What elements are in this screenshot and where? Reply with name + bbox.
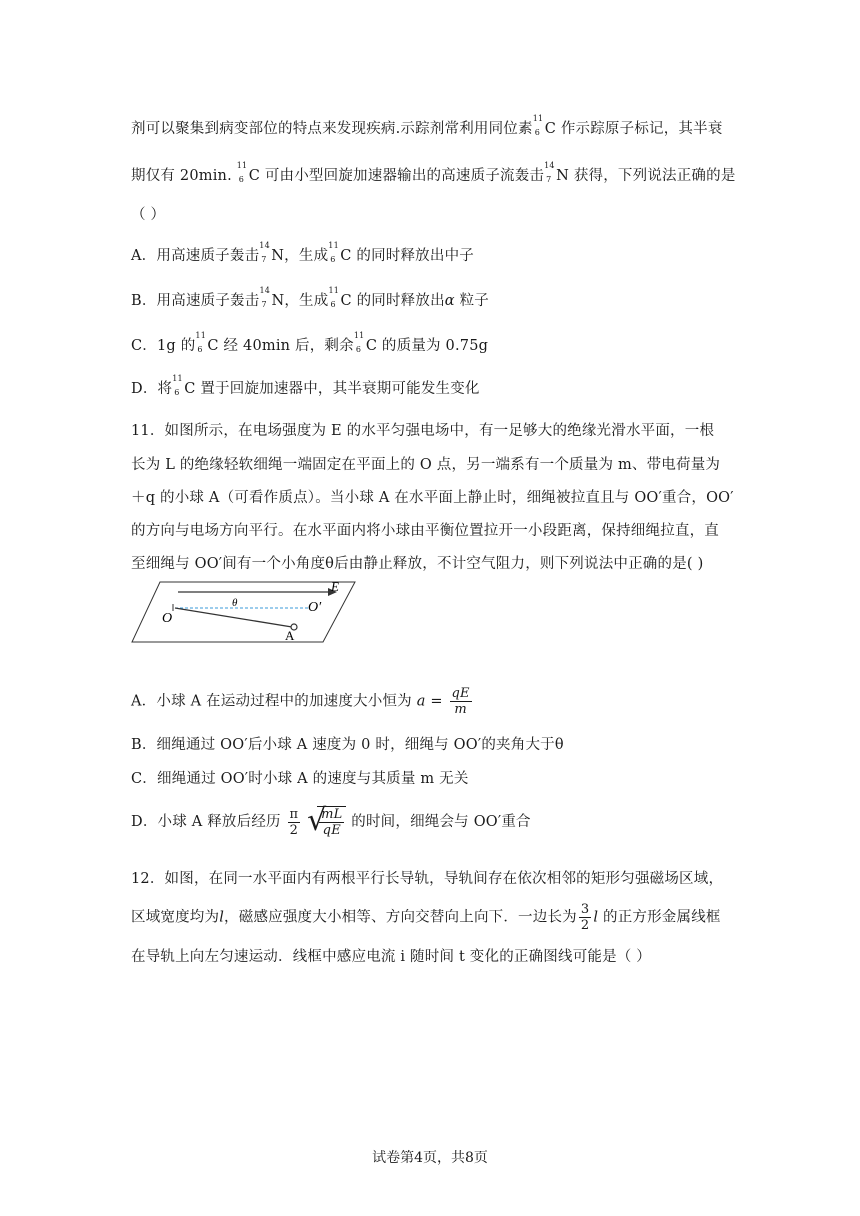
q11-option-a: A．小球 A 在运动过程中的加速度大小恒为 a = $\frac{qE}{m}$ (131, 686, 470, 717)
q10-option-b: B．用高速质子轰击 14 7 N，生成 11 6 C 的同时释放出α 粒子 (131, 286, 489, 309)
label-a: A (285, 628, 295, 643)
q12-stem-line3: 在导轨上向左匀速运动．线框中感应电流 i 随时间 t 变化的正确图线可能是（ ） (131, 949, 652, 965)
q10-answer-blank: （ ） (131, 207, 166, 223)
q11-stem-line4: 的方向与电场方向平行。在水平面内将小球由平衡位置拉开一小段距离，保持细绳拉直，直 (131, 523, 719, 539)
c11-isotope: 11 6 (328, 286, 340, 309)
label-e: E (331, 580, 339, 594)
c11-isotope: 11 6 (328, 241, 339, 264)
fraction-3-over-2: $\frac{3}{2}$ (580, 902, 590, 933)
label-o-prime: O′ (308, 600, 322, 615)
q11-stem-line5: 至细绳与 OO′间有一个小角度θ后由静止释放，不计空气阻力，则下列说法中正确的是( ) (131, 556, 704, 572)
label-theta: θ (232, 597, 238, 609)
n14-isotope: 14 7 (259, 241, 270, 264)
q10-stem-line1: 剂可以聚集到病变部位的特点来发现疾病.示踪剂常利用同位素 11 6 C 作示踪原子标记，其半衰 (131, 114, 723, 137)
q11-option-b: B．细绳通过 OO′后小球 A 速度为 0 时，细绳与 OO′的夹角大于θ (131, 737, 564, 753)
n14-isotope: 14 7 (544, 161, 555, 184)
q12-stem-line1: 12．如图，在同一水平面内有两根平行长导轨，导轨间存在依次相邻的矩形匀强磁场区域， (131, 871, 724, 887)
n14-isotope: 14 7 (259, 286, 271, 309)
label-o: O (162, 611, 173, 626)
c11-isotope: 11 6 (353, 331, 365, 354)
q11-option-c: C．细绳通过 OO′时小球 A 的速度与其质量 m 无关 (131, 771, 469, 787)
q12-stem-line2: 区域宽度均为l，磁感应强度大小相等、方向交替向上向下．一边长为 $\frac{3}{2}$ l 的正方形金属线框 (131, 902, 721, 933)
page-footer: 试卷第4页，共8页 (372, 1150, 488, 1166)
q11-option-d: D．小球 A 释放后经历 $\frac{\pi}{2}$ √ $\frac{mL}{qE}$ 的时间，细绳会与 OO′重合 (131, 803, 531, 838)
c11-isotope: 11 6 (532, 114, 544, 137)
q11-figure (130, 580, 360, 650)
q11-stem-line3: ＋q 的小球 A（可看作质点）。当小球 A 在水平面上静止时，细绳被拉直且与 OO′重合，OO′ (131, 490, 734, 506)
q11-stem-line2: 长为 L 的绝缘轻软细绳一端固定在平面上的 O 点，另一端系有一个质量为 m、带电荷量为 (131, 457, 721, 473)
c11-isotope: 11 6 (236, 161, 248, 184)
string-line (175, 608, 292, 627)
q10-stem-line2: 期仅有 20min. 11 6 C 可由小型回旋加速器输出的高速质子流轰击 14 7 N 获得，下列说法正确的是 (131, 161, 736, 184)
q10-option-d: D．将 11 6 C 置于回旋加速器中，其半衰期可能发生变化 (131, 374, 480, 397)
c11-isotope: 11 6 (195, 331, 207, 354)
fraction-pi-over-2: $\frac{\pi}{2}$ (289, 806, 299, 838)
c11-isotope: 11 6 (172, 374, 183, 397)
q10-option-c: C．1g 的 11 6 C 经 40min 后，剩余 11 6 C 的质量为 0.75g (131, 331, 489, 354)
sqrt-ml-over-qe: √ $\frac{mL}{qE}$ (307, 806, 346, 838)
fraction-qe-over-m: $\frac{qE}{m}$ (451, 686, 470, 717)
q10-option-a: A．用高速质子轰击 14 7 N，生成 11 6 C 的同时释放出中子 (131, 241, 474, 264)
q11-stem-line1: 11．如图所示，在电场强度为 E 的水平匀强电场中，有一足够大的绝缘光滑水平面，一根 (131, 423, 715, 439)
